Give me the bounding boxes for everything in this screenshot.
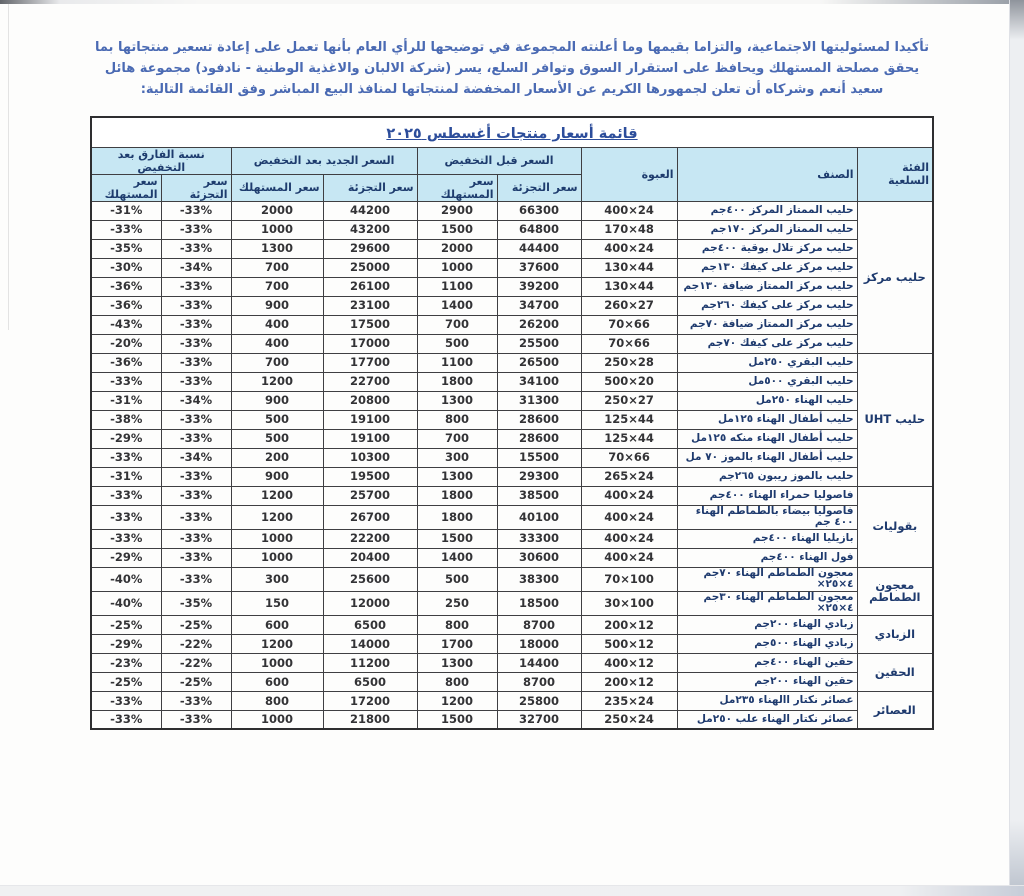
after-retail-cell: 23100 [323,296,417,315]
after-consumer-cell: 700 [231,353,323,372]
before-retail-cell: 8700 [497,672,581,691]
before-consumer-cell: 500 [417,567,497,591]
pack-cell: 70×66 [581,334,677,353]
pack-cell: 70×66 [581,315,677,334]
diff-retail-cell: -33% [161,710,231,729]
pack-cell: 265×24 [581,467,677,486]
diff-retail-cell: -33% [161,277,231,296]
before-consumer-cell: 2000 [417,239,497,258]
before-consumer-cell: 1400 [417,548,497,567]
after-consumer-cell: 800 [231,691,323,710]
pack-cell: 500×12 [581,634,677,653]
after-consumer-cell: 1200 [231,505,323,529]
after-retail-cell: 20400 [323,548,417,567]
after-consumer-cell: 1200 [231,486,323,505]
before-consumer-cell: 1300 [417,467,497,486]
table-row [91,710,933,729]
price-table-body [91,201,933,729]
before-consumer-cell: 1400 [417,296,497,315]
table-row [91,672,933,691]
diff-retail-cell: -33% [161,691,231,710]
pack-cell: 400×24 [581,486,677,505]
pack-cell: 200×12 [581,672,677,691]
subheader-retail-diff: سعر التجزئة [161,174,231,201]
diff-retail-cell: -33% [161,529,231,548]
before-consumer-cell: 1800 [417,372,497,391]
table-row [91,296,933,315]
before-consumer-cell: 1500 [417,220,497,239]
pack-cell: 130×44 [581,277,677,296]
after-retail-cell: 17000 [323,334,417,353]
pack-cell: 400×24 [581,529,677,548]
header-diff-after-discount: نسبة الفارق بعد التخفيض [91,147,231,174]
item-cell: حليب أطفال الهناء ١٢٥مل [677,410,857,429]
table-row [91,410,933,429]
diff-consumer-cell: -36% [91,353,161,372]
before-retail-cell: 18500 [497,591,581,615]
diff-retail-cell: -33% [161,315,231,334]
item-cell: فاصوليا حمراء الهناء ٤٠٠جم [677,486,857,505]
before-consumer-cell: 700 [417,429,497,448]
before-retail-cell: 25500 [497,334,581,353]
item-cell: عصائر نكتار االهناء ٢٣٥مل [677,691,857,710]
after-retail-cell: 11200 [323,653,417,672]
diff-retail-cell: -34% [161,448,231,467]
before-retail-cell: 40100 [497,505,581,529]
category-cell: الحقين [857,653,933,691]
pack-cell: 260×27 [581,296,677,315]
photo-bottom-edge [0,885,1024,896]
item-cell: زبادي الهناء ٥٠٠جم [677,634,857,653]
table-row [91,467,933,486]
item-cell: حليب أطفال الهناء بالموز ٧٠ مل [677,448,857,467]
before-retail-cell: 14400 [497,653,581,672]
photo-top-edge [0,0,1024,4]
before-retail-cell: 34100 [497,372,581,391]
before-consumer-cell: 1200 [417,691,497,710]
before-retail-cell: 39200 [497,277,581,296]
pack-cell: 70×66 [581,448,677,467]
diff-consumer-cell: -38% [91,410,161,429]
after-consumer-cell: 900 [231,391,323,410]
diff-consumer-cell: -25% [91,615,161,634]
category-cell: حليب مركز [857,201,933,353]
subheader-consumer-after: سعر المستهلك [231,174,323,201]
after-consumer-cell: 1000 [231,529,323,548]
after-consumer-cell: 1000 [231,220,323,239]
before-retail-cell: 26200 [497,315,581,334]
after-retail-cell: 22700 [323,372,417,391]
item-cell: حقين الهناء ٢٠٠جم [677,672,857,691]
subheader-retail-before: سعر التجزئة [497,174,581,201]
table-row [91,691,933,710]
before-retail-cell: 29300 [497,467,581,486]
table-row [91,529,933,548]
photo-right-edge [1009,0,1024,896]
diff-retail-cell: -25% [161,615,231,634]
after-consumer-cell: 1200 [231,372,323,391]
table-row [91,634,933,653]
diff-consumer-cell: -33% [91,448,161,467]
diff-consumer-cell: -33% [91,486,161,505]
item-cell: حليب بالموز ريبون ٢٦٥جم [677,467,857,486]
item-cell: زبادي الهناء ٢٠٠جم [677,615,857,634]
item-cell: حليب مركز تلال بوقية ٤٠٠جم [677,239,857,258]
subheader-consumer-diff: سعر المستهلك [91,174,161,201]
after-retail-cell: 29600 [323,239,417,258]
after-consumer-cell: 1000 [231,710,323,729]
diff-consumer-cell: -29% [91,429,161,448]
item-cell: حليب مركز على كيفك ٢٦٠جم [677,296,857,315]
item-cell: عصائر نكتار الهناء علب ٢٥٠مل [677,710,857,729]
diff-retail-cell: -25% [161,672,231,691]
after-consumer-cell: 1200 [231,634,323,653]
table-row [91,334,933,353]
before-consumer-cell: 1100 [417,353,497,372]
before-consumer-cell: 800 [417,410,497,429]
before-retail-cell: 25800 [497,691,581,710]
table-row [91,391,933,410]
diff-retail-cell: -33% [161,296,231,315]
after-retail-cell: 19100 [323,410,417,429]
before-consumer-cell: 1800 [417,505,497,529]
item-cell: حليب البقري ٥٠٠مل [677,372,857,391]
before-consumer-cell: 1500 [417,529,497,548]
item-cell: حليب الممتاز المركز ١٧٠جم [677,220,857,239]
after-consumer-cell: 900 [231,296,323,315]
diff-consumer-cell: -25% [91,672,161,691]
after-retail-cell: 26100 [323,277,417,296]
before-retail-cell: 32700 [497,710,581,729]
item-cell: بازيليا الهناء ٤٠٠جم [677,529,857,548]
subheader-consumer-before: سعر المستهلك [417,174,497,201]
pack-cell: 200×12 [581,615,677,634]
after-retail-cell: 19500 [323,467,417,486]
table-row [91,353,933,372]
after-consumer-cell: 300 [231,567,323,591]
after-consumer-cell: 200 [231,448,323,467]
diff-consumer-cell: -30% [91,258,161,277]
after-consumer-cell: 400 [231,315,323,334]
pack-cell: 400×24 [581,201,677,220]
after-consumer-cell: 700 [231,258,323,277]
item-cell: حليب الممتاز المركز ٤٠٠جم [677,201,857,220]
diff-consumer-cell: -31% [91,391,161,410]
after-retail-cell: 14000 [323,634,417,653]
pack-cell: 500×20 [581,372,677,391]
after-consumer-cell: 500 [231,410,323,429]
diff-retail-cell: -33% [161,467,231,486]
after-consumer-cell: 2000 [231,201,323,220]
diff-retail-cell: -33% [161,548,231,567]
header-after-discount: السعر الجديد بعد التخفيض [231,147,417,174]
before-consumer-cell: 1000 [417,258,497,277]
before-consumer-cell: 1300 [417,391,497,410]
before-retail-cell: 30600 [497,548,581,567]
diff-consumer-cell: -33% [91,710,161,729]
header-category: الفئة السلعية [857,147,933,201]
before-retail-cell: 28600 [497,429,581,448]
before-consumer-cell: 250 [417,591,497,615]
table-title-row [91,117,933,147]
after-consumer-cell: 900 [231,467,323,486]
diff-consumer-cell: -40% [91,567,161,591]
before-consumer-cell: 800 [417,615,497,634]
pack-cell: 125×44 [581,410,677,429]
table-title [91,117,933,147]
after-retail-cell: 25000 [323,258,417,277]
diff-consumer-cell: -40% [91,591,161,615]
diff-consumer-cell: -35% [91,239,161,258]
diff-consumer-cell: -33% [91,220,161,239]
before-retail-cell: 15500 [497,448,581,467]
item-cell: معجون الطماطم الهناء ٣٠جم ٤×٢٥× [677,591,857,615]
diff-consumer-cell: -43% [91,315,161,334]
table-row [91,486,933,505]
after-consumer-cell: 600 [231,672,323,691]
before-retail-cell: 31300 [497,391,581,410]
diff-consumer-cell: -36% [91,277,161,296]
table-row [91,429,933,448]
diff-consumer-cell: -33% [91,529,161,548]
before-retail-cell: 34700 [497,296,581,315]
header-before-discount: السعر قبل التخفيض [417,147,581,174]
table-row [91,505,933,529]
diff-consumer-cell: -20% [91,334,161,353]
after-retail-cell: 17200 [323,691,417,710]
diff-retail-cell: -33% [161,567,231,591]
diff-retail-cell: -33% [161,429,231,448]
pack-cell: 250×27 [581,391,677,410]
diff-retail-cell: -34% [161,258,231,277]
after-consumer-cell: 1300 [231,239,323,258]
after-retail-cell: 10300 [323,448,417,467]
category-cell: معجون الطماطم [857,567,933,615]
diff-consumer-cell: -31% [91,201,161,220]
before-consumer-cell: 1100 [417,277,497,296]
table-row [91,548,933,567]
after-retail-cell: 22200 [323,529,417,548]
pack-cell: 400×24 [581,239,677,258]
after-retail-cell: 25700 [323,486,417,505]
before-retail-cell: 38300 [497,567,581,591]
diff-consumer-cell: -29% [91,548,161,567]
header-pack: العبوة [581,147,677,201]
diff-consumer-cell: -31% [91,467,161,486]
before-consumer-cell: 1800 [417,486,497,505]
after-consumer-cell: 150 [231,591,323,615]
after-retail-cell: 20800 [323,391,417,410]
table-row [91,372,933,391]
item-cell: حليب مركز الممتاز ضيافة ٧٠جم [677,315,857,334]
after-retail-cell: 25600 [323,567,417,591]
after-retail-cell: 43200 [323,220,417,239]
after-consumer-cell: 1000 [231,653,323,672]
item-cell: فاصوليا بيضاء بالطماطم الهناء ٤٠٠ جم [677,505,857,529]
table-row [91,220,933,239]
pack-cell: 400×24 [581,548,677,567]
pack-cell: 170×48 [581,220,677,239]
after-retail-cell: 17700 [323,353,417,372]
diff-retail-cell: -35% [161,591,231,615]
after-retail-cell: 21800 [323,710,417,729]
diff-retail-cell: -33% [161,220,231,239]
before-retail-cell: 33300 [497,529,581,548]
diff-consumer-cell: -33% [91,372,161,391]
table-row [91,615,933,634]
after-retail-cell: 17500 [323,315,417,334]
pack-cell: 125×44 [581,429,677,448]
diff-retail-cell: -34% [161,391,231,410]
after-consumer-cell: 600 [231,615,323,634]
item-cell: حليب أطفال الهناء منكه ١٢٥مل [677,429,857,448]
price-table [90,116,934,730]
before-consumer-cell: 800 [417,672,497,691]
diff-consumer-cell: -23% [91,653,161,672]
pack-cell: 400×12 [581,653,677,672]
before-retail-cell: 37600 [497,258,581,277]
before-retail-cell: 26500 [497,353,581,372]
table-row [91,448,933,467]
category-cell: الزبادي [857,615,933,653]
before-consumer-cell: 1700 [417,634,497,653]
diff-retail-cell: -33% [161,486,231,505]
table-row [91,277,933,296]
after-retail-cell: 19100 [323,429,417,448]
intro-paragraph: تأكيدا لمسئوليتها الاجتماعية، والتزاما بقيمها وما أعلنته المجموعة في توضيحها للرأي العام بأنها تعمل على إعادة تسعير منتجاتها بما يحقق مصلحة المستهلك ويحافظ على استقرار السوق وتوافر السلع، يسر (شركة الالبان والاغذية الوطنية - نادفود) مجموعة هائل سعيد أنعم وشركاه أن تعلن لجمهورها الكريم عن الأسعار المخفضة لمنتجاتها لمنافذ البيع المباشر وفق القائمة التالية: [94,40,930,98]
item-cell: حليب الهناء ٢٥٠مل [677,391,857,410]
table-row [91,201,933,220]
diff-retail-cell: -33% [161,372,231,391]
diff-consumer-cell: -33% [91,505,161,529]
pack-cell: 235×24 [581,691,677,710]
page-edge-line [8,0,9,330]
before-retail-cell: 28600 [497,410,581,429]
after-consumer-cell: 700 [231,277,323,296]
diff-retail-cell: -33% [161,239,231,258]
after-consumer-cell: 400 [231,334,323,353]
before-consumer-cell: 1300 [417,653,497,672]
before-retail-cell: 8700 [497,615,581,634]
before-consumer-cell: 1500 [417,710,497,729]
before-consumer-cell: 2900 [417,201,497,220]
before-consumer-cell: 700 [417,315,497,334]
after-retail-cell: 6500 [323,615,417,634]
pack-cell: 130×44 [581,258,677,277]
header-item: الصنف [677,147,857,201]
table-title-text: قائمة أسعار منتجات أغسطس ٢٠٢٥ [386,125,638,142]
after-retail-cell: 26700 [323,505,417,529]
diff-consumer-cell: -36% [91,296,161,315]
item-cell: حليب مركز على كيفك ١٣٠جم [677,258,857,277]
after-consumer-cell: 1000 [231,548,323,567]
after-retail-cell: 44200 [323,201,417,220]
item-cell: حليب مركز الممتاز ضيافة ١٣٠جم [677,277,857,296]
pack-cell: 250×24 [581,710,677,729]
pack-cell: 30×100 [581,591,677,615]
pack-cell: 400×24 [581,505,677,529]
diff-retail-cell: -33% [161,505,231,529]
category-cell: حليب UHT [857,353,933,486]
before-retail-cell: 38500 [497,486,581,505]
before-retail-cell: 66300 [497,201,581,220]
table-row [91,315,933,334]
before-retail-cell: 44400 [497,239,581,258]
after-consumer-cell: 500 [231,429,323,448]
before-retail-cell: 18000 [497,634,581,653]
after-retail-cell: 6500 [323,672,417,691]
table-row [91,653,933,672]
category-cell: بقوليات [857,486,933,567]
diff-retail-cell: -33% [161,334,231,353]
diff-retail-cell: -22% [161,653,231,672]
diff-retail-cell: -33% [161,353,231,372]
item-cell: فول الهناء ٤٠٠جم [677,548,857,567]
before-consumer-cell: 300 [417,448,497,467]
diff-consumer-cell: -33% [91,691,161,710]
table-row [91,258,933,277]
pack-cell: 250×28 [581,353,677,372]
category-cell: العصائر [857,691,933,729]
subheader-retail-after: سعر التجزئة [323,174,417,201]
item-cell: حقين الهناء ٤٠٠جم [677,653,857,672]
pack-cell: 70×100 [581,567,677,591]
table-row [91,567,933,591]
after-retail-cell: 12000 [323,591,417,615]
table-row [91,591,933,615]
table-row [91,239,933,258]
header-group-row [91,147,933,174]
item-cell: حليب مركز على كيفك ٧٠جم [677,334,857,353]
diff-retail-cell: -33% [161,201,231,220]
diff-consumer-cell: -29% [91,634,161,653]
item-cell: حليب البقري ٢٥٠مل [677,353,857,372]
before-retail-cell: 64800 [497,220,581,239]
item-cell: معجون الطماطم الهناء ٧٠جم ٤×٢٥× [677,567,857,591]
diff-retail-cell: -22% [161,634,231,653]
diff-retail-cell: -33% [161,410,231,429]
before-consumer-cell: 500 [417,334,497,353]
